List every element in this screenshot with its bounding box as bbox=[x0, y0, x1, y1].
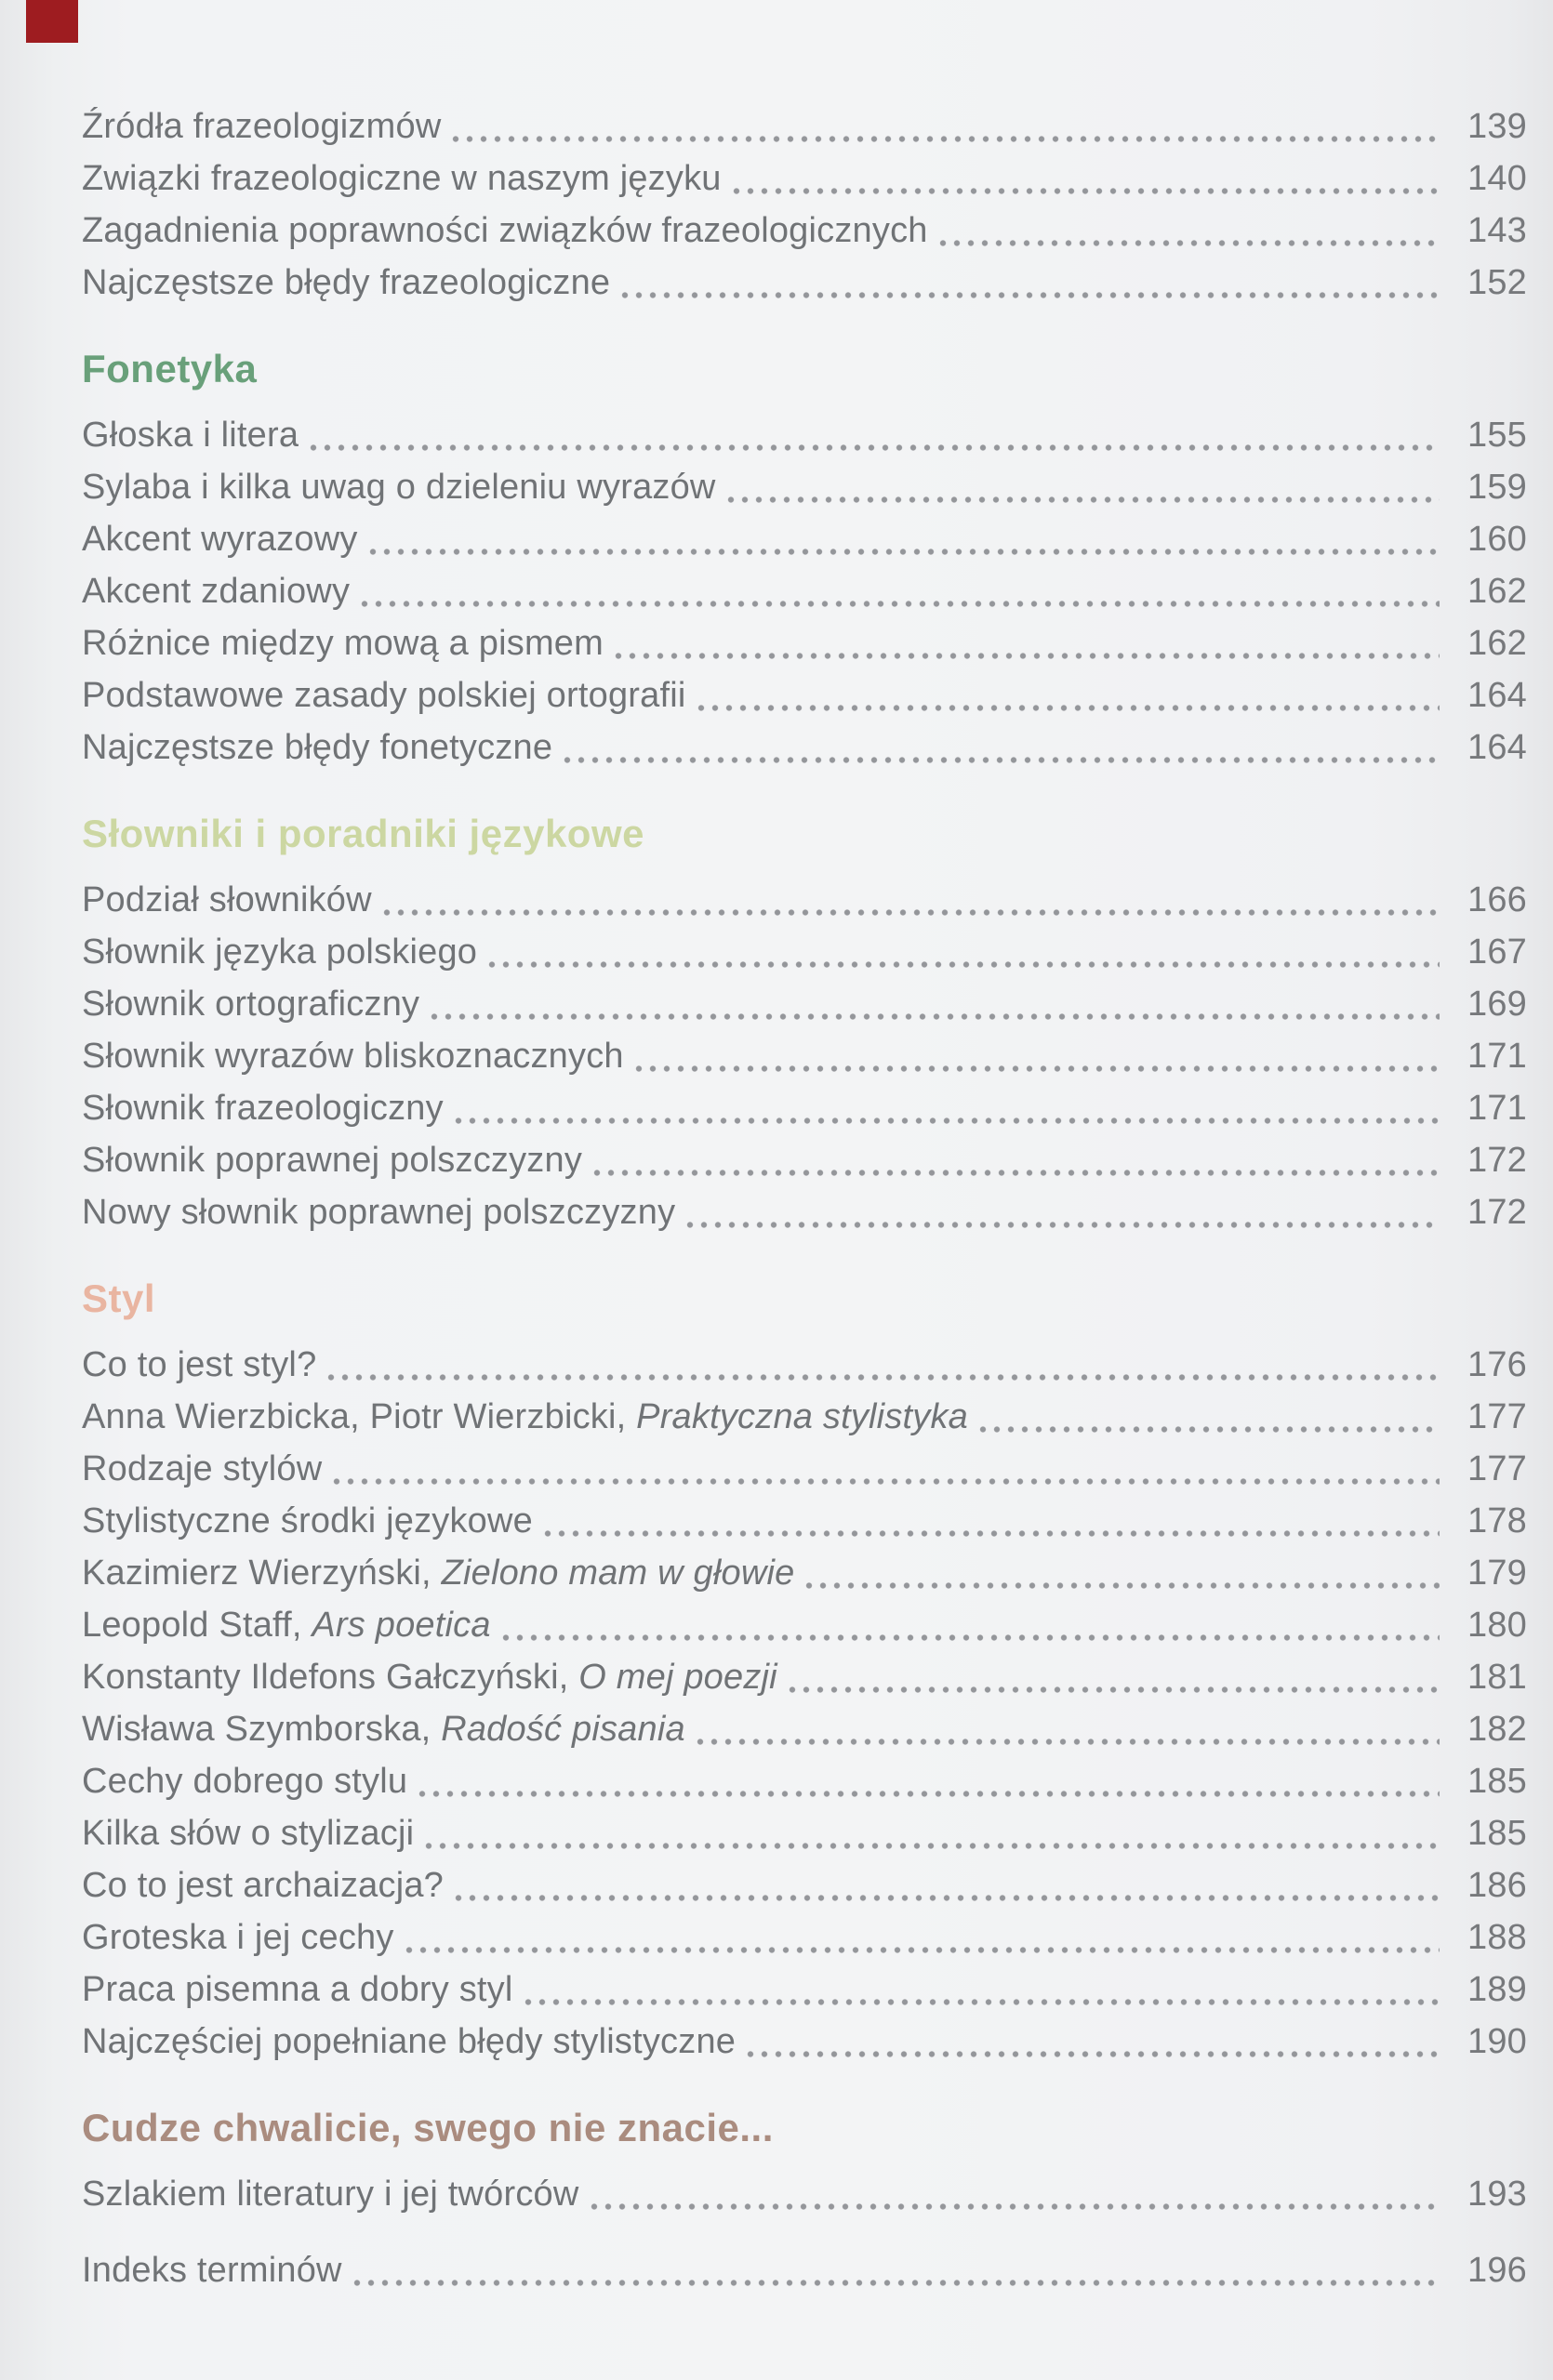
dotted-leader bbox=[455, 1894, 1440, 1902]
toc-entry-row bbox=[82, 565, 1527, 617]
entry-title: Kilka słów o stylizacji bbox=[82, 1814, 415, 1853]
section-entries bbox=[82, 2168, 1527, 2220]
dotted-leader bbox=[939, 239, 1440, 247]
entry-title: Kazimierz Wierzyński, Zielono mam w głowie bbox=[82, 1554, 795, 1593]
entry-page-number: 189 bbox=[1467, 1970, 1527, 2009]
entry-title: Groteska i jej cechy bbox=[82, 1918, 394, 1957]
entry-title: Indeks terminów bbox=[82, 2251, 342, 2290]
toc-entry-row bbox=[82, 1186, 1527, 1238]
toc-entry-row bbox=[82, 1443, 1527, 1495]
dotted-leader bbox=[361, 600, 1440, 608]
dotted-leader bbox=[502, 1633, 1440, 1642]
toc-entry-row bbox=[82, 1495, 1527, 1547]
toc-entry-row bbox=[82, 1391, 1527, 1443]
dotted-leader bbox=[431, 1012, 1440, 1021]
toc-entry-row bbox=[82, 1703, 1527, 1755]
toc-entry-row bbox=[82, 978, 1527, 1030]
toc-entry-row bbox=[82, 2016, 1527, 2068]
entry-title: Anna Wierzbicka, Piotr Wierzbicki, Praktyczna stylistyka bbox=[82, 1397, 969, 1436]
dotted-leader bbox=[979, 1425, 1440, 1434]
toc-entry-row bbox=[82, 100, 1527, 152]
table-of-contents bbox=[82, 100, 1527, 2296]
entry-title: Akcent zdaniowy bbox=[82, 572, 351, 611]
entry-title: Leopold Staff, Ars poetica bbox=[82, 1606, 491, 1645]
entry-page-number: 166 bbox=[1467, 880, 1527, 919]
entry-title: Źródła frazeologizmów bbox=[82, 107, 442, 146]
entry-page-number: 185 bbox=[1467, 1814, 1527, 1853]
dotted-leader bbox=[544, 1529, 1440, 1538]
dotted-leader bbox=[452, 135, 1440, 143]
toc-entry-row bbox=[82, 1030, 1527, 1082]
entry-title: Związki frazeologiczne w naszym języku bbox=[82, 159, 722, 198]
dotted-leader bbox=[686, 1221, 1440, 1229]
entry-title: Stylistyczne środki językowe bbox=[82, 1501, 533, 1540]
entry-page-number: 167 bbox=[1467, 932, 1527, 972]
toc-entry-row bbox=[82, 461, 1527, 513]
toc-entry-row bbox=[82, 513, 1527, 565]
toc-entry-row bbox=[82, 205, 1527, 257]
entry-title: Zagadnienia poprawności związków frazeologicznych bbox=[82, 211, 928, 250]
dotted-leader bbox=[327, 1373, 1440, 1382]
entry-page-number: 171 bbox=[1467, 1037, 1527, 1076]
toc-section bbox=[82, 811, 1527, 1238]
section-entries bbox=[82, 409, 1527, 774]
entry-title: Najczęstsze błędy fonetyczne bbox=[82, 728, 553, 767]
toc-entry-row bbox=[82, 1755, 1527, 1807]
entry-page-number: 172 bbox=[1467, 1193, 1527, 1232]
entry-page-number: 181 bbox=[1467, 1658, 1527, 1697]
entry-title: Najczęstsze błędy frazeologiczne bbox=[82, 263, 611, 302]
entry-page-number: 190 bbox=[1467, 2022, 1527, 2061]
book-cover-corner-tab bbox=[26, 0, 78, 43]
entry-title: Słownik poprawnej polszczyzny bbox=[82, 1141, 583, 1180]
dotted-leader bbox=[593, 1169, 1440, 1177]
toc-entry-row bbox=[82, 152, 1527, 205]
entry-title: Szlakiem literatury i jej twórców bbox=[82, 2175, 579, 2214]
entry-page-number: 182 bbox=[1467, 1710, 1527, 1749]
dotted-leader bbox=[733, 187, 1440, 195]
toc-entry-row bbox=[82, 257, 1527, 309]
toc-section bbox=[82, 1276, 1527, 2068]
toc-entry-row bbox=[82, 2244, 1527, 2296]
entry-page-number: 159 bbox=[1467, 468, 1527, 507]
toc-entry-row bbox=[82, 1911, 1527, 1964]
section-entries bbox=[82, 874, 1527, 1238]
entry-page-number: 185 bbox=[1467, 1762, 1527, 1801]
dotted-leader bbox=[488, 960, 1440, 969]
entry-page-number: 171 bbox=[1467, 1089, 1527, 1128]
entry-page-number: 155 bbox=[1467, 416, 1527, 455]
entry-page-number: 196 bbox=[1467, 2251, 1527, 2290]
toc-entry-row bbox=[82, 617, 1527, 669]
toc-entry-row bbox=[82, 1651, 1527, 1703]
entry-page-number: 186 bbox=[1467, 1866, 1527, 1905]
toc-entry-row bbox=[82, 1134, 1527, 1186]
toc-entry-row bbox=[82, 1339, 1527, 1391]
entry-page-number: 177 bbox=[1467, 1449, 1527, 1488]
section-heading: Słowniki i poradniki językowe bbox=[82, 812, 644, 855]
entry-page-number: 152 bbox=[1467, 263, 1527, 302]
entry-title: Akcent wyrazowy bbox=[82, 520, 358, 559]
dotted-leader bbox=[524, 1998, 1440, 2006]
entry-page-number: 164 bbox=[1467, 728, 1527, 767]
entry-title: Głoska i litera bbox=[82, 416, 299, 455]
entry-title: Wisława Szymborska, Radość pisania bbox=[82, 1710, 685, 1749]
entry-page-number: 143 bbox=[1467, 211, 1527, 250]
dotted-leader bbox=[697, 1738, 1440, 1746]
section-heading: Fonetyka bbox=[82, 347, 258, 390]
dotted-leader bbox=[697, 704, 1440, 712]
dotted-leader bbox=[425, 1842, 1440, 1850]
dotted-leader bbox=[564, 756, 1440, 764]
toc-entry-row bbox=[82, 1964, 1527, 2016]
section-heading: Cudze chwalicie, swego nie znacie... bbox=[82, 2106, 774, 2149]
entry-page-number: 139 bbox=[1467, 107, 1527, 146]
dotted-leader bbox=[727, 496, 1440, 504]
entry-page-number: 176 bbox=[1467, 1345, 1527, 1384]
dotted-leader bbox=[353, 2279, 1440, 2287]
toc-entry-row bbox=[82, 1859, 1527, 1911]
entry-page-number: 177 bbox=[1467, 1397, 1527, 1436]
entry-title: Praca pisemna a dobry styl bbox=[82, 1970, 513, 2009]
dotted-leader bbox=[310, 443, 1440, 452]
dotted-leader bbox=[635, 1064, 1440, 1073]
entry-page-number: 162 bbox=[1467, 572, 1527, 611]
section-entries bbox=[82, 100, 1527, 309]
dotted-leader bbox=[615, 652, 1440, 660]
dotted-leader bbox=[455, 1117, 1440, 1125]
dotted-leader bbox=[621, 291, 1440, 299]
entry-page-number: 178 bbox=[1467, 1501, 1527, 1540]
dotted-leader bbox=[789, 1686, 1440, 1694]
dotted-leader bbox=[747, 2050, 1440, 2058]
entry-title: Podstawowe zasady polskiej ortografii bbox=[82, 676, 686, 715]
entry-page-number: 180 bbox=[1467, 1606, 1527, 1645]
toc-section bbox=[82, 346, 1527, 774]
section-heading: Styl bbox=[82, 1276, 156, 1320]
entry-page-number: 164 bbox=[1467, 676, 1527, 715]
dotted-leader bbox=[591, 2202, 1440, 2211]
entry-page-number: 193 bbox=[1467, 2175, 1527, 2214]
entry-title: Słownik języka polskiego bbox=[82, 932, 478, 972]
entry-title: Sylaba i kilka uwag o dzieleniu wyrazów bbox=[82, 468, 716, 507]
dotted-leader bbox=[805, 1581, 1440, 1590]
toc-entry-row bbox=[82, 409, 1527, 461]
entry-page-number: 188 bbox=[1467, 1918, 1527, 1957]
toc-entry-row bbox=[82, 1082, 1527, 1134]
entry-page-number: 169 bbox=[1467, 985, 1527, 1024]
dotted-leader bbox=[418, 1790, 1440, 1798]
entry-title: Różnice między mową a pismem bbox=[82, 624, 604, 663]
entry-title: Najczęściej popełniane błędy stylistyczne bbox=[82, 2022, 737, 2061]
entry-title: Co to jest styl? bbox=[82, 1345, 317, 1384]
section-entries bbox=[82, 1339, 1527, 2068]
entry-title: Nowy słownik poprawnej polszczyzny bbox=[82, 1193, 676, 1232]
entry-title: Konstanty Ildefons Gałczyński, O mej poezji bbox=[82, 1658, 777, 1697]
toc-entry-row bbox=[82, 721, 1527, 774]
toc-entry-row bbox=[82, 1547, 1527, 1599]
dotted-leader bbox=[405, 1946, 1440, 1954]
toc-entry-row bbox=[82, 874, 1527, 926]
toc-entry-row bbox=[82, 1807, 1527, 1859]
entry-page-number: 172 bbox=[1467, 1141, 1527, 1180]
section-entries bbox=[82, 2244, 1527, 2296]
toc-section bbox=[82, 2244, 1527, 2296]
toc-entry-row bbox=[82, 669, 1527, 721]
toc-section bbox=[82, 100, 1527, 309]
entry-title: Słownik ortograficzny bbox=[82, 985, 420, 1024]
entry-title: Podział słowników bbox=[82, 880, 372, 919]
toc-entry-row bbox=[82, 2168, 1527, 2220]
entry-page-number: 162 bbox=[1467, 624, 1527, 663]
dotted-leader bbox=[333, 1477, 1440, 1486]
entry-title: Co to jest archaizacja? bbox=[82, 1866, 445, 1905]
toc-entry-row bbox=[82, 926, 1527, 978]
entry-page-number: 179 bbox=[1467, 1554, 1527, 1593]
toc-section bbox=[82, 2105, 1527, 2220]
toc-entry-row bbox=[82, 1599, 1527, 1651]
entry-page-number: 140 bbox=[1467, 159, 1527, 198]
dotted-leader bbox=[383, 908, 1440, 917]
entry-title: Cechy dobrego stylu bbox=[82, 1762, 408, 1801]
entry-title: Rodzaje stylów bbox=[82, 1449, 323, 1488]
dotted-leader bbox=[369, 548, 1440, 556]
entry-title: Słownik frazeologiczny bbox=[82, 1089, 444, 1128]
entry-title: Słownik wyrazów bliskoznacznych bbox=[82, 1037, 624, 1076]
entry-page-number: 160 bbox=[1467, 520, 1527, 559]
